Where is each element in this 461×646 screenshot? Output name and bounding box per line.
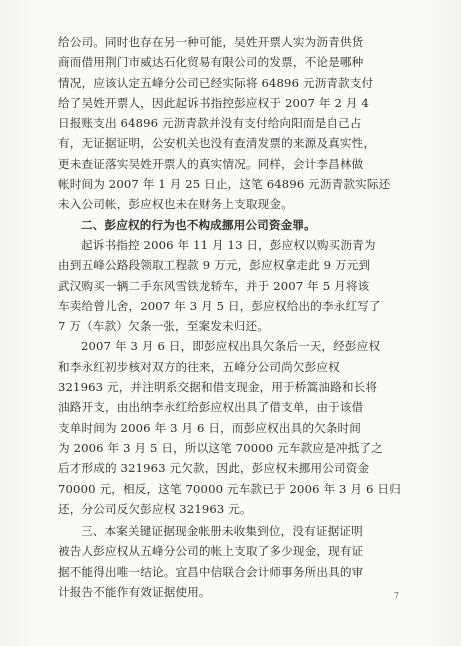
text-line: 情况，应该认定五峰分公司已经实际将 64896 元沥青款支付 [58,75,374,90]
page-number: 7 [393,591,399,600]
text-line: 有，无证据证明，公安机关也没有查清发票的来源及真实性， [58,136,376,151]
text-line: 支单时间为 2006 年 3 月 6 日，而彭应权出具的欠条时间 [58,420,362,435]
text-line: 日报账支出 64896 元沥青款并没有支付给向阳而是自己占 [58,116,362,131]
text-line: 起诉书指控 2006 年 11 月 13 日，彭应权以购买沥青为 [81,237,376,252]
text-line: 7 万（车款）欠条一张，至案发未归还。 [58,319,270,334]
section-3 [58,521,415,602]
text-line: 为 2006 年 3 月 5 日，所以这笔 70000 元车款应是冲抵了之 [58,440,383,455]
text-line: 油路开支，由出纳李永红给彭应权出具了借支单，由于该借 [58,400,364,415]
text-line: 后才形成的 321963 元欠款，因此，彭应权未挪用公司资金 [58,461,370,476]
text-line: 计报告不能作有效证据使用。 [58,585,211,600]
text-line: 未入公司帐，彭应权也未在财务上支取现金。 [58,197,293,212]
section-heading: 二、彭应权的行为也不构成挪用公司资金罪。 [81,217,316,232]
section-2 [58,215,415,337]
text-line: 2007 年 3 月 6 日，即彭应权出具欠条后一天，经彭应权 [81,339,381,354]
text-line: 更未查证落实吴姓开票人的真实情况。同样，会计李昌林做 [58,156,364,171]
text-line: 车卖给曾儿舍，2007 年 3 月 5 日，彭应权给出的李永红写了 [58,298,381,313]
text-line: 和李永红初步核对双方的往来，五峰分公司尚欠彭应权 [58,359,340,374]
text-line: 70000 元，相反，这笔 70000 元车款已于 2006 年 3 月 6 日归 [58,481,401,496]
paragraph-3 [58,336,415,519]
text-line: 被告人彭应权从五峰分公司的帐上支取了多少现金，现有证 [58,544,364,559]
text-line: 由到五峰公路段领取工程款 9 万元，彭应权拿走此 9 万元到 [58,258,371,273]
text-line: 给公司。同时也存在另一种可能，吴姓开票人实为沥青供货 [58,35,364,49]
text-line: 还，分公司反欠彭应权 321963 元。 [58,501,252,516]
text-line: 帐时间为 2007 年 1 月 25 日止，这笔 64896 元沥青款实际还 [58,177,391,192]
paragraph-1 [58,32,415,215]
text-line: 给了吴姓开票人，因此起诉书指控彭应权于 2007 年 2 月 4 [58,95,369,110]
text-line: 商而借用荆门市威达石化贸易有限公司的发票，不论是哪种 [58,55,364,70]
text-line: 三、本案关键证据现金帐册未收集到位，没有证据证明 [81,524,363,539]
text-line: 武汉购买一辆二手东风雪铁龙轿车，并于 2007 年 5 月将该 [58,278,370,293]
text-line: 据不能得出唯一结论。宜昌中信联合会计师事务所出具的审 [58,564,364,579]
text-line: 321963 元，并注明系交据和借支现金，用于桥篙油路和长将 [58,380,378,395]
